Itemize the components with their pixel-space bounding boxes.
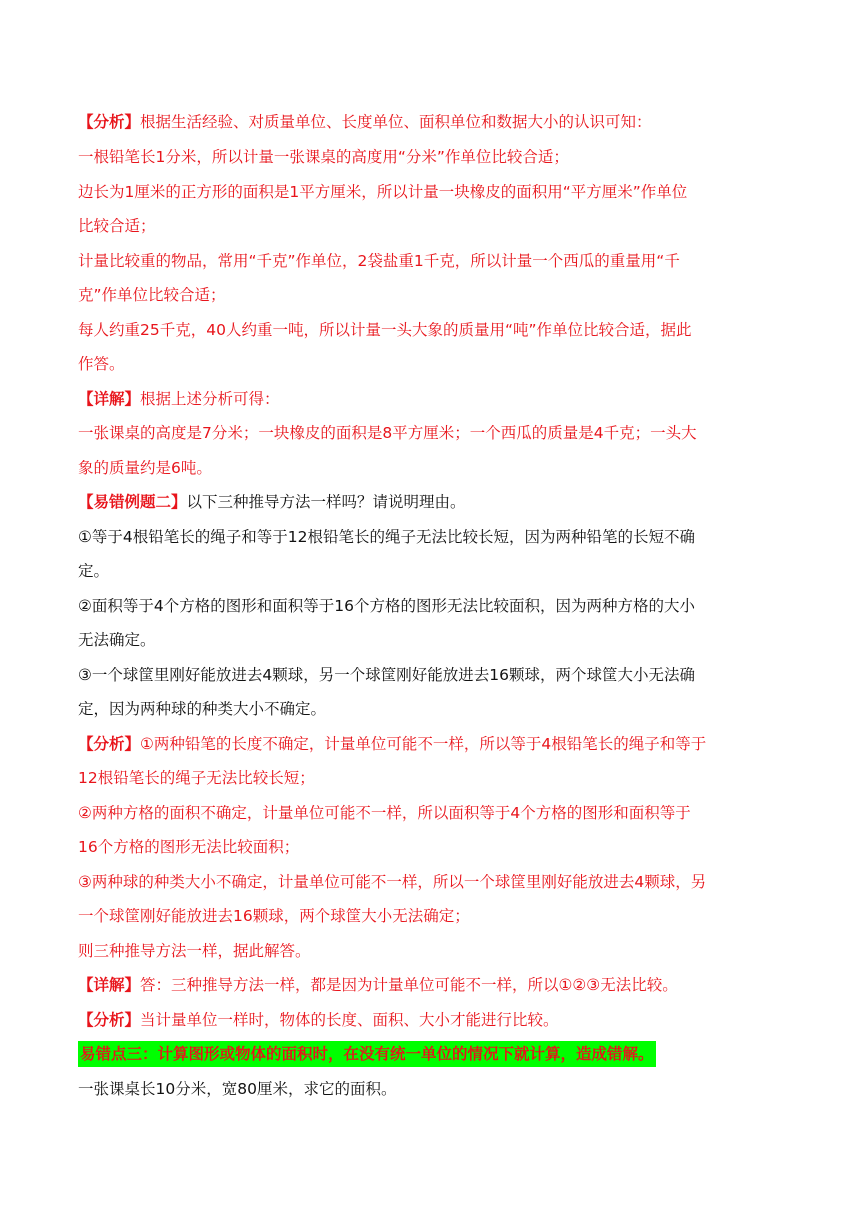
text-run: 以下三种推导方法一样吗？请说明理由。 — [186, 493, 466, 511]
text-run: 答：三种推导方法一样，都是因为计量单位可能不一样，所以①②③无法比较。 — [140, 976, 678, 994]
text-run: 则三种推导方法一样，据此解答。 — [78, 942, 311, 960]
text-line — [78, 596, 695, 616]
text-run: 克”作单位比较合适； — [78, 286, 226, 304]
text-run: ①等于4根铅笔长的绳子和等于12根铅笔长的绳子无法比较长短，因为两种铅笔的长短不确 — [78, 528, 695, 546]
text-line — [78, 699, 326, 719]
text-line — [78, 1010, 559, 1030]
text-run: 12根铅笔长的绳子无法比较长短； — [78, 769, 315, 787]
text-line — [78, 492, 466, 512]
text-run: 一张课桌长10分米，宽80厘米，求它的面积。 — [78, 1080, 397, 1098]
text-run: 定，因为两种球的种类大小不确定。 — [78, 700, 327, 718]
text-line — [78, 803, 691, 823]
text-run: 比较合适； — [78, 217, 156, 235]
text-run: 计量比较重的物品，常用“千克”作单位，2袋盐重1千克，所以计量一个西瓜的重量用“千 — [78, 252, 680, 270]
label-analysis: 【分析】 — [78, 113, 141, 131]
text-run: 一根铅笔长1分米，所以计量一张课桌的高度用“分米”作单位比较合适； — [78, 148, 569, 166]
text-run: 根据生活经验、对质量单位、长度单位、面积单位和数据大小的认识可知： — [140, 113, 652, 131]
text-run: 一个球筐刚好能放进去16颗球，两个球筐大小无法确定； — [78, 907, 470, 925]
text-line — [78, 872, 706, 892]
text-run: 定。 — [78, 562, 110, 580]
text-run: 边长为1厘米的正方形的面积是1平方厘米，所以计量一块橡皮的面积用“平方厘米”作单位 — [78, 183, 688, 201]
text-run: ②面积等于4个方格的图形和面积等于16个方格的图形无法比较面积，因为两种方格的大小 — [78, 597, 695, 615]
text-line — [78, 320, 692, 340]
text-line — [78, 665, 695, 685]
label-detail: 【详解】 — [78, 390, 141, 408]
text-line — [78, 112, 652, 132]
text-line — [78, 458, 212, 478]
text-line — [78, 216, 156, 236]
text-run: 根据上述分析可得： — [140, 390, 280, 408]
label-example-2: 【易错例题二】 — [78, 493, 187, 511]
text-line — [78, 630, 156, 650]
text-line — [78, 251, 680, 271]
text-run: 每人约重25千克，40人约重一吨，所以计量一头大象的质量用“吨”作单位比较合适，据此 — [78, 321, 692, 339]
text-run: ②两种方格的面积不确定，计量单位可能不一样，所以面积等于4个方格的图形和面积等于 — [78, 804, 691, 822]
text-line — [78, 285, 226, 305]
text-line — [78, 389, 280, 409]
text-line — [78, 423, 697, 443]
text-line — [78, 354, 125, 374]
text-line — [78, 768, 315, 788]
text-run: 作答。 — [78, 355, 125, 373]
text-run: ①两种铅笔的长度不确定，计量单位可能不一样，所以等于4根铅笔长的绳子和等于 — [140, 735, 707, 753]
text-run: 16个方格的图形无法比较面积； — [78, 838, 300, 856]
text-line — [78, 837, 299, 857]
text-line — [78, 561, 109, 581]
text-line — [78, 1044, 656, 1064]
text-line — [78, 975, 678, 995]
highlighted-heading: 易错点三：计算图形或物体的面积时，在没有统一单位的情况下就计算，造成错解。 — [78, 1041, 656, 1067]
text-run: ③两种球的种类大小不确定，计量单位可能不一样，所以一个球筐里刚好能放进去4颗球，另 — [78, 873, 707, 891]
label-analysis: 【分析】 — [78, 1011, 141, 1029]
label-detail: 【详解】 — [78, 976, 141, 994]
text-run: 无法确定。 — [78, 631, 156, 649]
label-analysis: 【分析】 — [78, 735, 141, 753]
text-line — [78, 906, 470, 926]
text-line — [78, 147, 569, 167]
text-run: ③一个球筐里刚好能放进去4颗球，另一个球筐刚好能放进去16颗球，两个球筐大小无法确 — [78, 666, 695, 684]
text-line — [78, 941, 311, 961]
text-line — [78, 1079, 396, 1099]
text-run: 一张课桌的高度是7分米；一块橡皮的面积是8平方厘米；一个西瓜的质量是4千克；一头大 — [78, 424, 697, 442]
text-line — [78, 182, 687, 202]
text-run: 当计量单位一样时，物体的长度、面积、大小才能进行比较。 — [140, 1011, 559, 1029]
text-run: 象的质量约是6吨。 — [78, 459, 212, 477]
text-line — [78, 527, 695, 547]
text-line — [78, 734, 706, 754]
